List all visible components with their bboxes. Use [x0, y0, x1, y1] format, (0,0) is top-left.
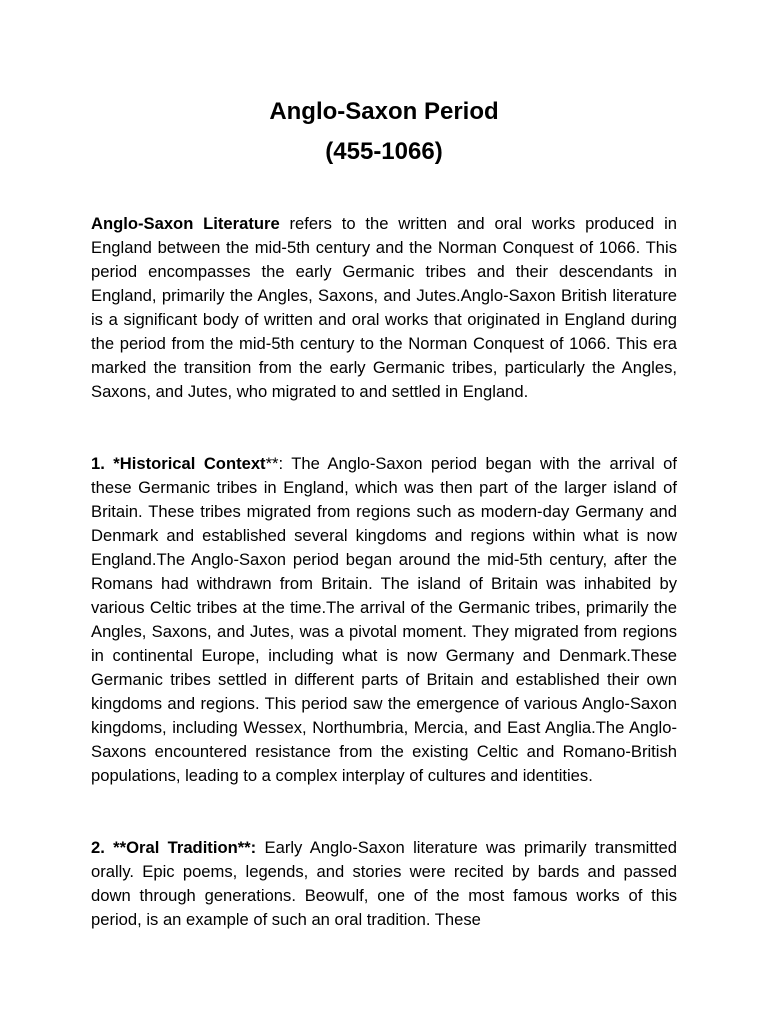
paragraph-text: refers to the written and oral works produced in England between the mid-5th century and the Norman Conquest of 1066. This period encompasses the early Germanic tribes and their descendants in England, primarily the Angles, Saxons, and Jutes.Anglo-Saxon British literature is a significant body of written and oral works that originated in England during the period from the mid-5th century to the Norman Conquest of 1066. This era marked the transition from the early Germanic tribes, particularly the Angles, Saxons, and Jutes, who migrated to and settled in England.: [91, 214, 677, 401]
paragraph-intro: [91, 212, 677, 404]
title-block: [0, 92, 768, 172]
paragraph-lead: Anglo-Saxon Literature: [91, 214, 280, 233]
paragraph-text: Early Anglo-Saxon literature was primarily transmitted orally. Epic poems, legends, and stories were recited by bards and passed down through generations. Beowulf, one of the most famous works of this period, is an example of such an oral tradition. These: [91, 838, 678, 929]
page-subtitle: (455-1066): [325, 138, 443, 165]
page-title: Anglo-Saxon Period: [269, 98, 499, 125]
paragraph-historical-context: [91, 452, 677, 788]
paragraph-lead: 1. *Historical Context: [91, 454, 266, 473]
paragraph-lead: 2. **Oral Tradition**:: [91, 838, 257, 857]
paragraph-text: **: The Anglo-Saxon period began with the arrival of these Germanic tribes in England, which was then part of the larger island of Britain. These tribes migrated from regions such as modern-day Germany and Denmark and established several kingdoms and regions within what is now England.The Anglo-Saxon period began around the mid-5th century, after the Romans had withdrawn from Britain. The island of Britain was inhabited by various Celtic tribes at the time.The arrival of the Germanic tribes, primarily the Angles, Saxons, and Jutes, was a pivotal moment. They migrated from regions in continental Europe, including what is now Germany and Denmark.These Germanic tribes settled in different parts of Britain and established their own kingdoms and regions. This period saw the emergence of various Anglo-Saxon kingdoms, including Wessex, Northumbria, Mercia, and East Anglia.The Anglo-Saxons encountered resistance from the existing Celtic and Romano-British populations, leading to a complex interplay of cultures and identities.: [91, 454, 677, 785]
paragraph-oral-tradition: [91, 836, 677, 932]
